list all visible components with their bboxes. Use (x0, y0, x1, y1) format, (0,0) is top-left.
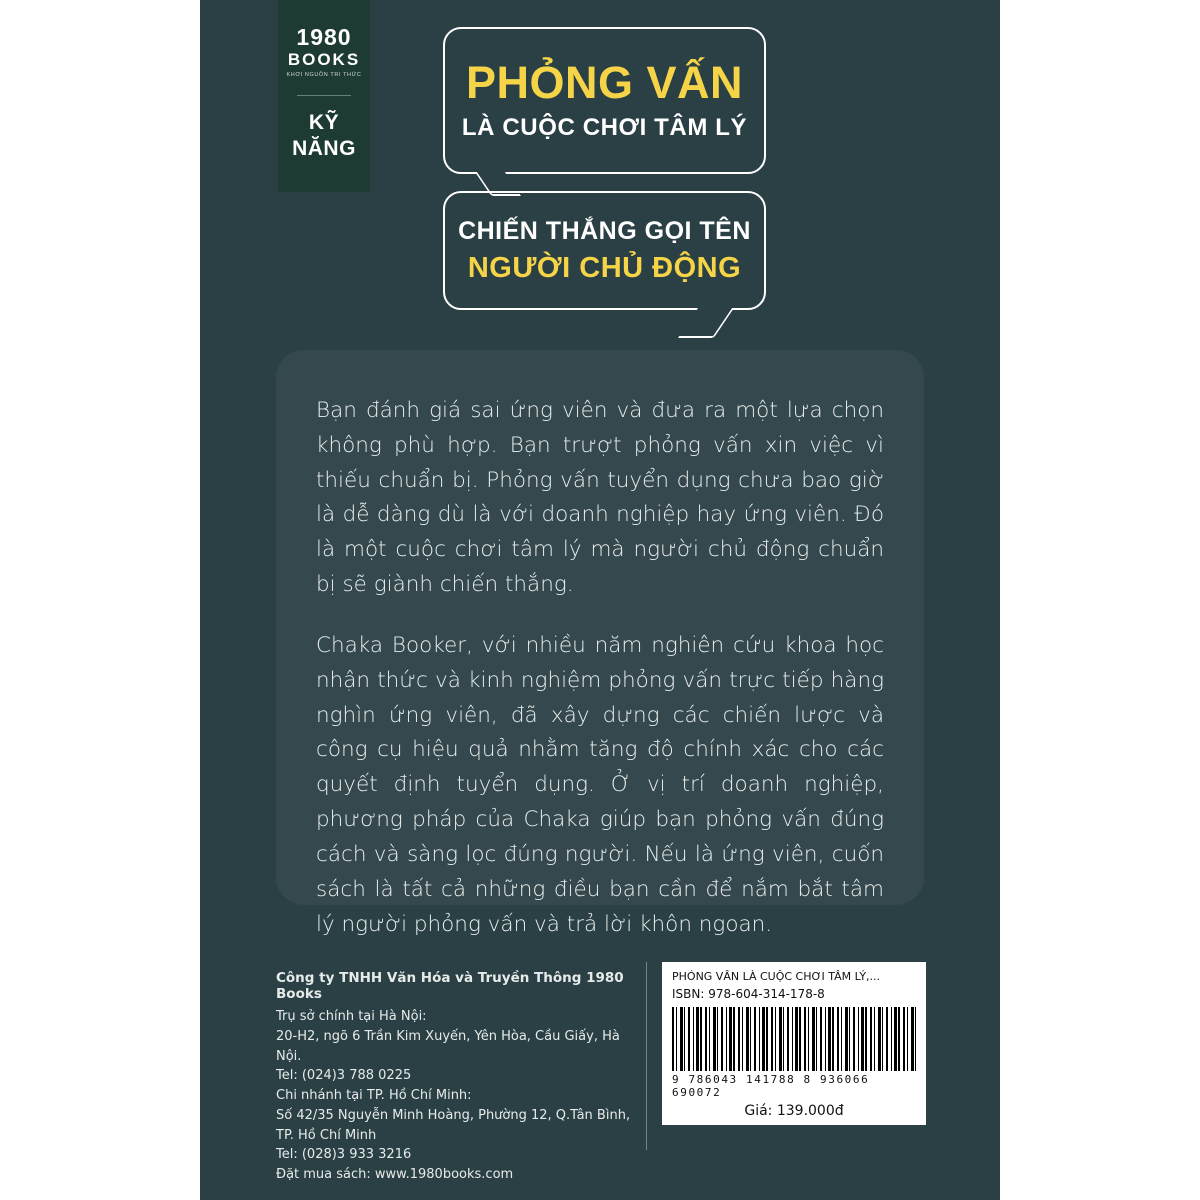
publisher-company: Công ty TNHH Văn Hóa và Truyền Thông 1980 Books (276, 970, 624, 1002)
publisher-hcm-label: Chi nhánh tại TP. Hồ Chí Minh: (276, 1088, 472, 1103)
publisher-badge (278, 0, 370, 192)
publisher-hanoi-tel: Tel: (024)3 788 0225 (276, 1068, 412, 1084)
category-label-line2: NĂNG (292, 136, 356, 160)
barcode-bars-icon (672, 1007, 916, 1071)
barcode-block (662, 962, 926, 1125)
publisher-hanoi-address: 20-H2, ngõ 6 Trần Kim Xuyến, Yên Hòa, Cầu Giấy, Hà Nội. (276, 1028, 620, 1064)
publisher-info (276, 970, 636, 1185)
brand-year: 1980 (296, 24, 352, 50)
blurb-panel (276, 350, 924, 937)
badge-divider (297, 95, 351, 96)
isbn-text: ISBN: 978-604-314-178-8 (672, 987, 825, 1001)
title-bubble-primary (443, 27, 766, 174)
blurb-paragraph-1: Bạn đánh giá sai ứng viên và đưa ra một lựa chọn không phù hợp. Bạn trượt phỏng vấn xin việc vì thiếu chuẩn bị. Phỏng vấn tuyển dụng chưa bao giờ là dễ dàng dù là với doanh nghiệp hay ứng viên. Đó là một cuộc chơi tâm lý mà người chủ động chuẩn bị sẽ giành chiến thắng. (316, 398, 884, 598)
speech-tail-icon-2 (688, 308, 728, 340)
title-line-2: LÀ CUỘC CHƠI TÂM LÝ (461, 114, 748, 142)
title-bubble-secondary (443, 191, 766, 310)
publisher-hcm-address: Số 42/35 Nguyễn Minh Hoàng, Phường 12, Q.Tân Bình, (276, 1107, 631, 1123)
price-label: Giá: 139.000đ (744, 1103, 844, 1119)
subtitle-line-1: CHIẾN THẮNG GỌI TÊN (458, 216, 751, 245)
publisher-hanoi-label: Trụ sở chính tại Hà Nội: (276, 1009, 427, 1024)
blurb-paragraph-2: Chaka Booker, với nhiều năm nghiên cứu khoa học nhận thức và kinh nghiệm phỏng vấn trực tiếp hàng nghìn ứng viên, đã xây dựng các chiến lược và công cụ hiệu quả nhằm tăng độ chính xác cho các quyết định tuyển dụng. Ở vị trí doanh nghiệp, phương pháp của Chaka giúp bạn phỏng vấn đúng cách và sàng lọc đúng người. Nếu là ứng viên, cuốn sách là tất cả những điều bạn cần để nắm bắt tâm lý người phỏng vấn và trả lời khôn ngoan. (316, 632, 884, 937)
brand-name: BOOKS (287, 50, 361, 69)
title-line-1: PHỎNG VẤN (465, 56, 744, 108)
publisher-website[interactable]: Đặt mua sách: www.1980books.com (276, 1167, 514, 1182)
publisher-hcm-tel: Tel: (028)3 933 3216 (276, 1147, 412, 1163)
brand-tagline: KHƠI NGUỒN TRI THỨC (286, 72, 362, 79)
footer-divider (646, 962, 647, 1150)
category-label-line1: KỸ (308, 111, 340, 135)
publisher-hcm-city: TP. Hồ Chí Minh (276, 1127, 377, 1143)
subtitle-line-2: NGƯỜI CHỦ ĐỘNG (467, 251, 742, 284)
barcode-digits: 9 786043 141788 8 936066 690072 (672, 1073, 870, 1099)
barcode-book-title: PHỎNG VẤN LÀ CUỘC CHƠI TÂM LÝ,... (672, 970, 881, 983)
book-cover (200, 0, 1000, 1200)
